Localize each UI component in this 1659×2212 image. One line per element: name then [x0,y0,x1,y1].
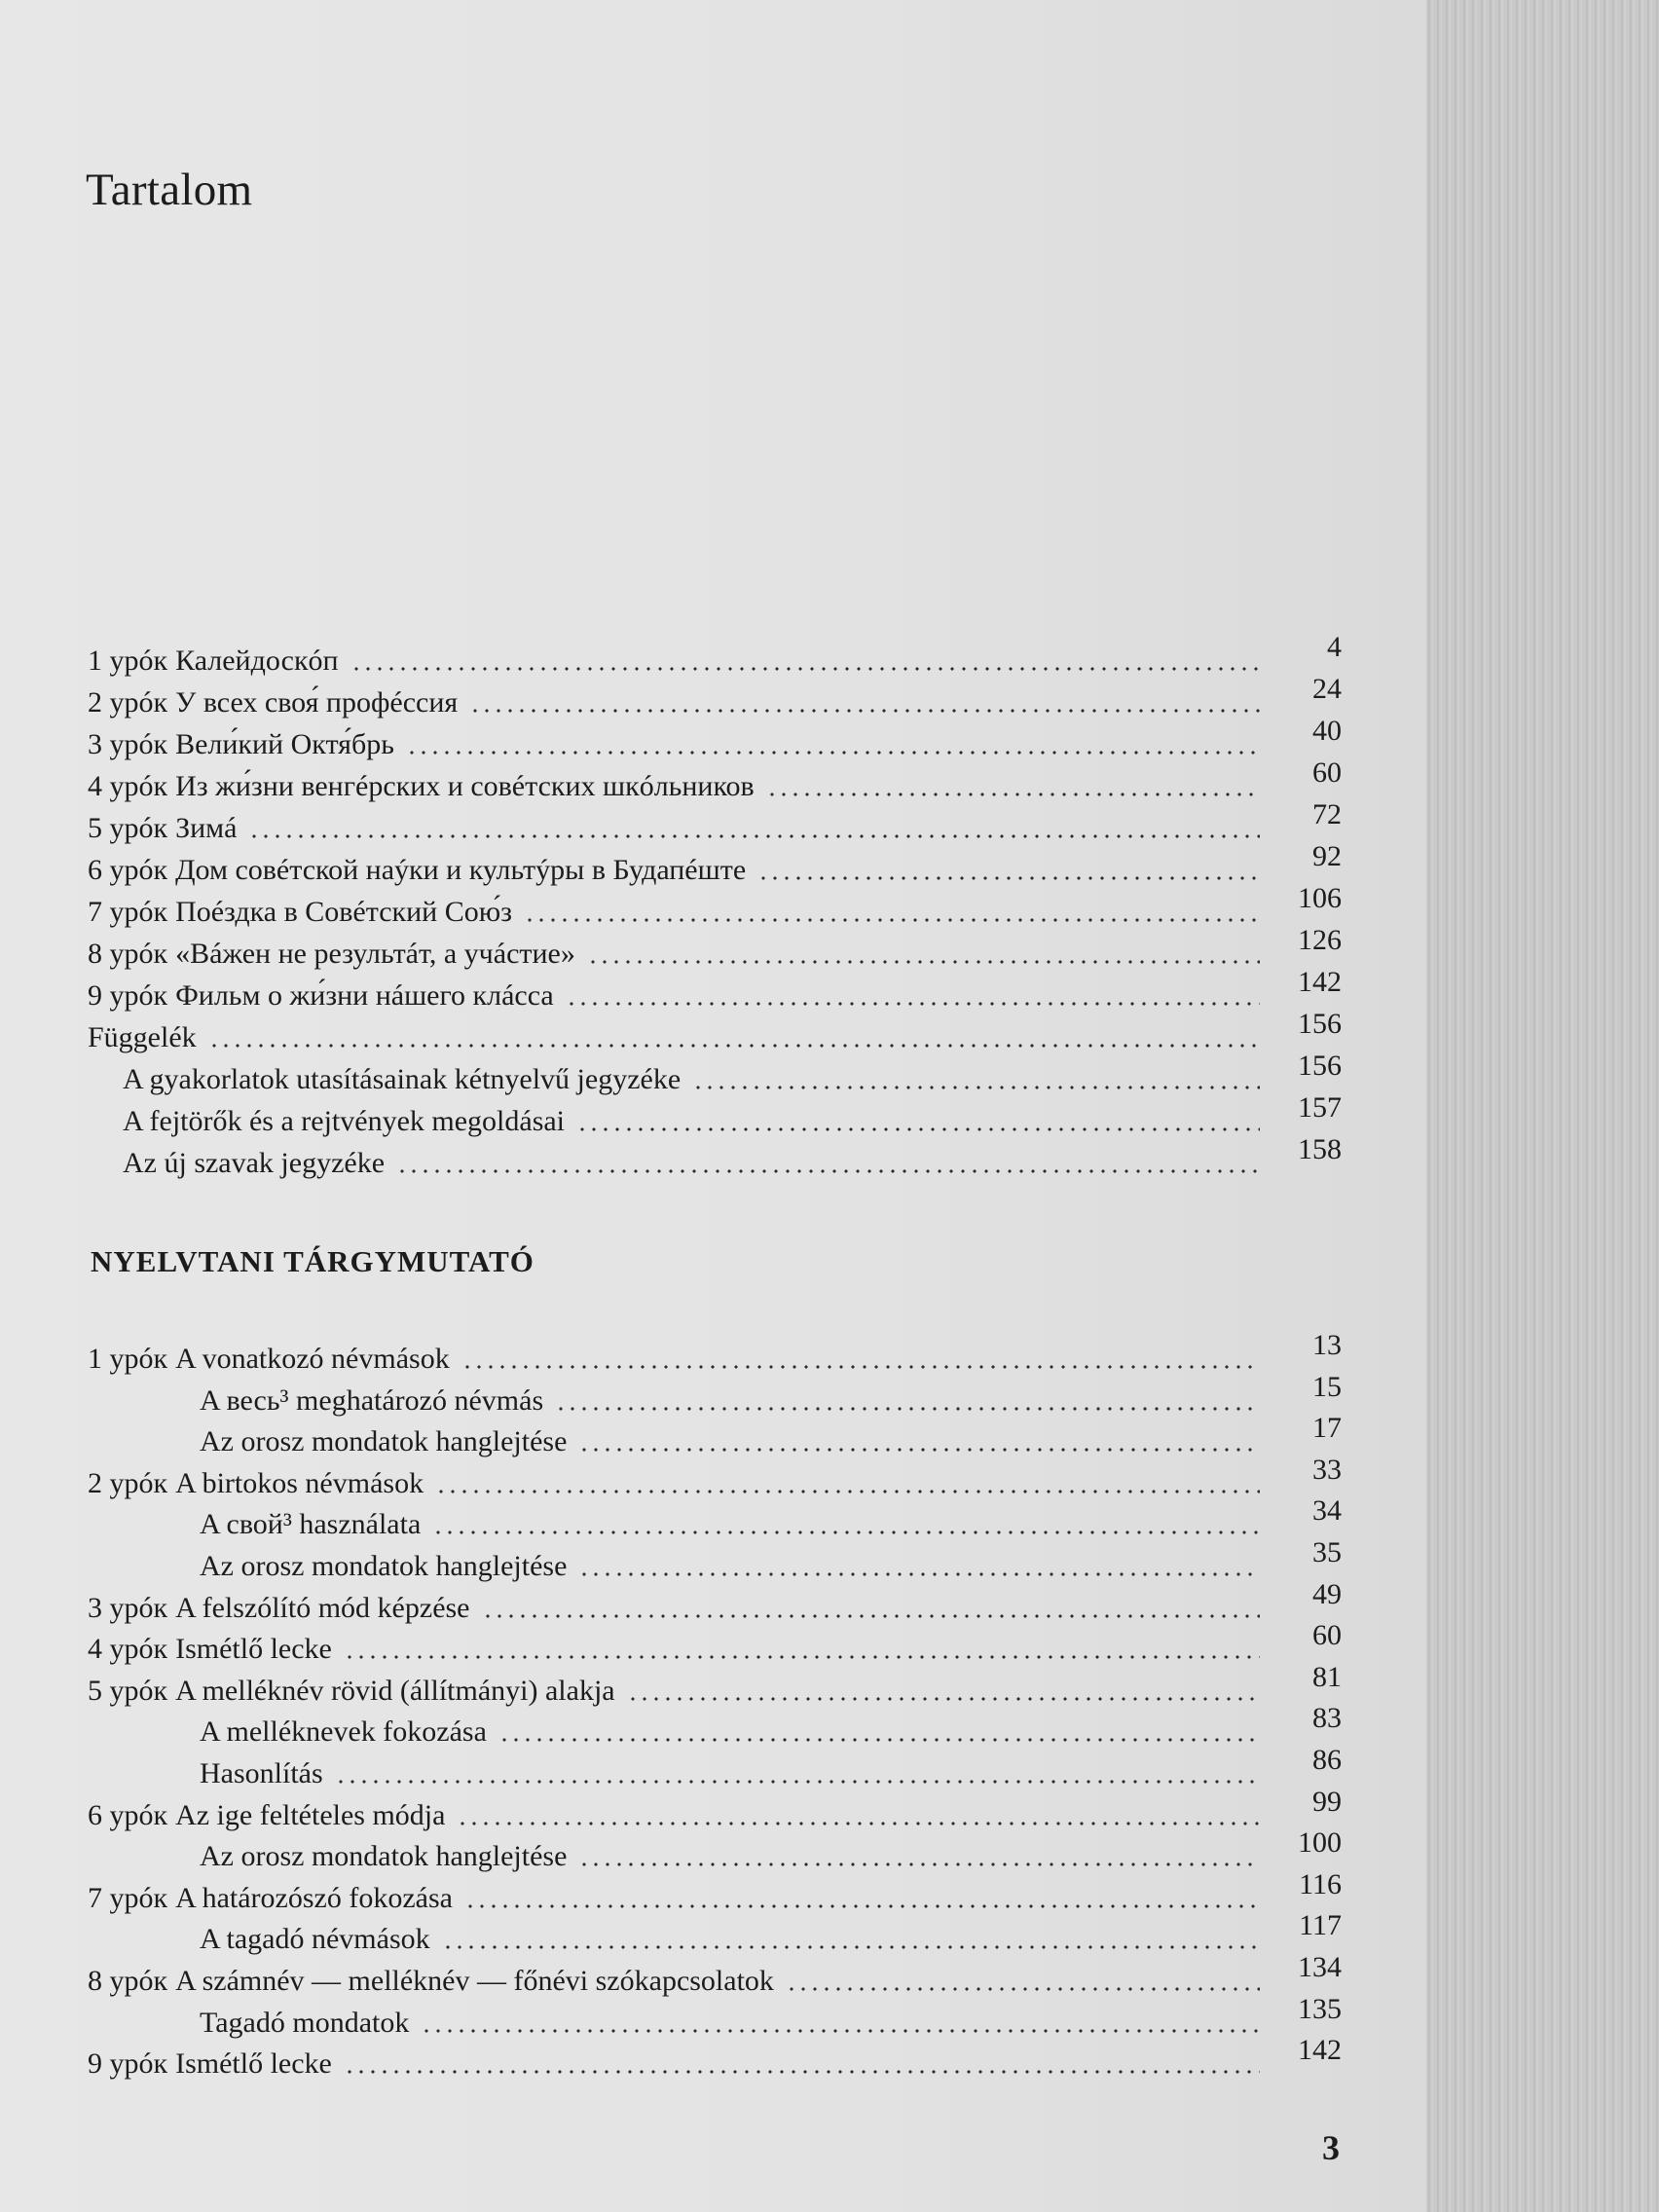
dot-leader [786,1987,1260,1991]
toc-entry-label [123,1061,681,1098]
entry-title: A свой³ használata [200,1508,422,1541]
lesson-number: 6 урóк [88,854,168,886]
lesson-number: 1 урóк [88,645,168,677]
toc-row [88,1619,1342,1668]
toc-row [88,840,1342,889]
dot-leader [757,876,1260,880]
dot-leader [524,918,1260,922]
entry-page-number: 17 [1312,1412,1342,1445]
dot-leader [498,1738,1260,1742]
entry-page-number: 142 [1298,2034,1342,2067]
toc-row [200,1992,1342,2042]
dot-leader [442,1945,1260,1949]
toc-row [88,1660,1342,1710]
entry-page-number: 60 [1312,756,1342,789]
entry-title: Függelék [88,1021,197,1053]
toc-entry-label [123,1145,385,1182]
lesson-number: 7 урóк [88,1881,168,1914]
dot-leader [482,1614,1261,1618]
toc-row [88,631,1342,680]
toc-entry-label [88,1797,445,1834]
toc-row [88,882,1342,931]
lesson-number: 4 урóк [88,1633,168,1666]
dot-leader [692,1086,1260,1089]
dot-leader [469,709,1260,713]
entry-page-number: 156 [1298,1050,1342,1082]
entry-title: A felszólító mód képzése [175,1591,470,1624]
entry-title: A tagadó névmások [200,1923,430,1956]
dot-leader [208,1044,1260,1048]
toc-entry-label [200,1382,543,1419]
dot-leader [555,1407,1260,1411]
entry-title: Az orosz mondatok hanglejtése [200,1840,568,1873]
entry-page-number: 40 [1312,715,1342,747]
entry-page-number: 13 [1312,1329,1342,1361]
toc-row [88,1951,1342,2000]
lesson-number: 2 урóк [88,1466,168,1499]
dot-leader [576,1127,1260,1131]
entry-page-number: 72 [1312,798,1342,830]
lesson-number: 3 урóк [88,728,168,760]
lesson-number: 2 урóк [88,686,168,719]
entry-page-number: 126 [1298,924,1342,956]
entry-title: Ismétlő lecke [175,2047,332,2081]
toc-entry-label [88,1631,332,1668]
dot-leader [578,1448,1260,1452]
entry-page-number: 34 [1312,1494,1342,1528]
dot-leader [406,751,1260,755]
entry-title: Az ige feltételes módja [175,1798,446,1831]
entry-title: «Вáжен не результáт, а учáстие» [175,938,575,970]
entry-title: Калейдоскóп [175,645,339,677]
dot-leader [627,1697,1260,1701]
lesson-number: 9 урóк [88,979,168,1012]
dot-leader [578,1862,1260,1866]
toc-row [88,673,1342,721]
lesson-number: 5 урóк [88,1674,168,1707]
dot-leader [421,2029,1260,2033]
toc-entry-label [88,2046,332,2083]
entry-title: У всех своя́ профéссия [175,686,459,719]
toc-entry-label [88,936,575,973]
lesson-number: 6 урóк [88,1798,168,1831]
entry-page-number: 117 [1299,1909,1342,1942]
toc-row [200,1412,1342,1460]
toc-entry-label [200,1838,567,1875]
entry-title: Az orosz mondatok hanglejtése [200,1550,568,1582]
toc-entry-label [123,1103,565,1140]
entry-title: Az új szavak jegyzéke [123,1147,386,1179]
entry-page-number: 116 [1299,1867,1342,1900]
toc-row [200,1909,1342,1958]
toc-entry-label [200,2005,409,2042]
toc-entry-label [200,1548,567,1585]
toc-entry-label [88,1673,615,1710]
toc-entry-label [200,1506,421,1543]
page-title: Tartalom [86,165,253,215]
entry-page-number: 158 [1298,1133,1342,1165]
lesson-number: 9 урóк [88,2047,168,2081]
toc-row [200,1826,1342,1875]
entry-page-number: 81 [1312,1660,1342,1693]
toc-entry-label [88,768,755,805]
dot-leader [432,1530,1260,1534]
page-number: 3 [1322,2128,1340,2167]
dot-leader [396,1169,1260,1173]
lesson-number: 8 урóк [88,938,168,970]
entry-page-number: 142 [1298,966,1342,998]
toc-entry-label [88,977,554,1014]
entry-title: A számnév — melléknév — főnévi szókapcsolatok [175,1965,774,1997]
toc-row [200,1536,1342,1585]
entry-page-number: 134 [1298,1951,1342,1983]
entry-page-number: 106 [1298,882,1342,914]
dot-leader [350,667,1260,671]
entry-page-number: 60 [1312,1619,1342,1652]
entry-title: Фильм о жи́зни нáшего клáсса [175,979,554,1012]
lesson-number: 5 урóк [88,812,168,844]
page-stack-edge [1426,0,1659,2212]
toc-row [123,1091,1342,1140]
toc-row [200,1370,1342,1419]
toc-entry-label [88,852,746,889]
entry-title: Дом совéтской наýки и культýры в Будапéште [175,854,747,886]
dot-leader [464,1904,1260,1908]
toc-entry-label [200,1423,567,1460]
toc-row [88,1329,1342,1378]
toc-row [200,1744,1342,1792]
entry-title: A vonatkozó névmások [175,1343,450,1375]
entry-page-number: 135 [1298,1992,1342,2025]
toc-row [88,966,1342,1014]
dot-leader [566,1002,1260,1006]
entry-page-number: 86 [1312,1744,1342,1776]
toc-entry-label [88,1590,470,1627]
entry-page-number: 15 [1312,1370,1342,1403]
entry-page-number: 99 [1312,1785,1342,1818]
entry-page-number: 35 [1312,1536,1342,1568]
toc-entry-label [88,1341,450,1378]
toc-row [88,924,1342,973]
entry-page-number: 156 [1298,1008,1342,1040]
entry-title: Поéздка в Совéтский Сою́з [175,896,512,928]
entry-title: A melléknevek fokozása [200,1715,487,1749]
toc-row [123,1050,1342,1098]
toc-entry-label [88,684,458,721]
entry-title: A határozószó fokozása [175,1881,453,1914]
toc-row [123,1133,1342,1182]
toc-row [88,798,1342,847]
entry-page-number: 4 [1327,631,1342,663]
toc-entry-label [88,726,394,763]
dot-leader [335,1780,1260,1784]
entry-title: Вели́кий Октя́брь [175,728,394,760]
toc-row [88,1577,1342,1627]
toc-row [88,2034,1342,2083]
lesson-number: 1 урóк [88,1343,168,1375]
dot-leader [587,960,1260,964]
dot-leader [578,1572,1260,1576]
grammar-index-heading: NYELVTANI TÁRGYMUTATÓ [91,1244,535,1278]
lesson-number: 4 урóк [88,770,168,802]
dot-leader [461,1365,1260,1369]
entry-title: A fejtörők és a rejtvények megoldásai [123,1105,566,1137]
toc-entry-label [88,1963,774,2000]
toc-row [88,1785,1342,1834]
entry-title: Tagadó mondatok [200,2006,410,2039]
toc-row [200,1702,1342,1751]
entry-title: Зимá [175,812,238,844]
toc-row [88,1453,1342,1502]
entry-title: A gyakorlatok utasításainak kétnyelvű jegyzéke [123,1063,682,1095]
lesson-number: 7 урóк [88,896,168,928]
toc-row [88,1867,1342,1917]
entry-title: A melléknév rövid (állítmányi) alakja [175,1674,615,1707]
entry-page-number: 157 [1298,1091,1342,1124]
entry-title: A весь³ meghatározó névmás [200,1383,544,1417]
dot-leader [766,793,1260,796]
toc-row [88,1008,1342,1056]
dot-leader [344,1655,1260,1659]
entry-page-number: 49 [1312,1577,1342,1610]
entry-title: Hasonlítás [200,1757,323,1789]
entry-title: A birtokos névmások [175,1466,424,1499]
toc-entry-label [200,1755,323,1792]
entry-page-number: 83 [1312,1702,1342,1735]
entry-page-number: 100 [1298,1826,1342,1860]
toc-entry-label [88,1019,197,1056]
entry-page-number: 33 [1312,1453,1342,1486]
toc-row [88,756,1342,805]
dot-leader [248,834,1260,838]
entry-title: Из жи́зни венгéрских и совéтских шкóльников [175,770,755,802]
toc-entry-label [88,643,339,680]
entry-page-number: 24 [1312,673,1342,705]
toc-entry-label [88,1465,424,1502]
entry-page-number: 92 [1312,840,1342,872]
toc-entry-label [88,810,237,847]
lesson-number: 3 урóк [88,1591,168,1624]
dot-leader [344,2070,1260,2074]
toc-row [88,715,1342,763]
dot-leader [457,1822,1260,1825]
toc-entry-label [200,1921,430,1958]
dot-leader [435,1490,1260,1493]
toc-entry-label [200,1714,487,1751]
toc-entry-label [88,894,512,931]
toc-entry-label [88,1880,453,1917]
entry-title: Ismétlő lecke [175,1633,332,1666]
toc-row [200,1494,1342,1543]
entry-title: Az orosz mondatok hanglejtése [200,1425,568,1458]
lesson-number: 8 урóк [88,1965,168,1997]
